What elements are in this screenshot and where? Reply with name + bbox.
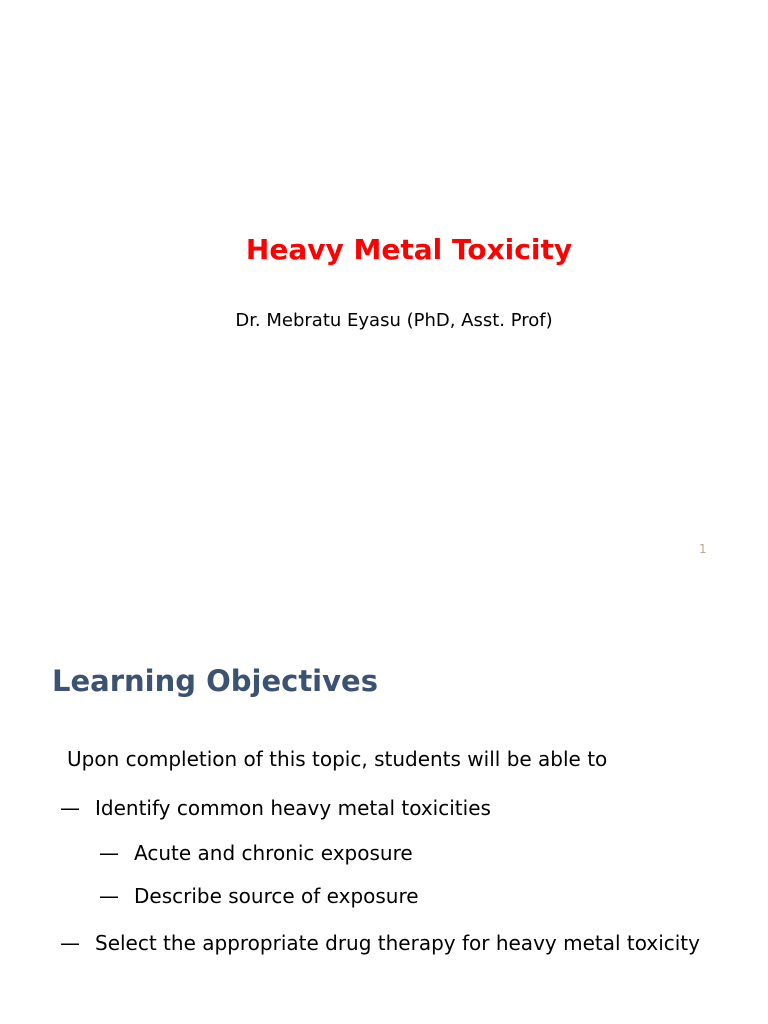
bullet-marker: — [99, 841, 119, 865]
bullet-text: Select the appropriate drug therapy for heavy metal toxicity [95, 931, 700, 955]
bullet-marker: — [60, 796, 80, 820]
sub-bullet-item [99, 841, 413, 865]
intro-text: Upon completion of this topic, students will be able to [67, 747, 608, 771]
page-number: 1 [699, 542, 707, 556]
bullet-marker: — [99, 884, 119, 908]
bullet-text: Describe source of exposure [134, 884, 419, 908]
bullet-item [60, 924, 700, 962]
slide-title: Heavy Metal Toxicity [245, 233, 573, 266]
slide-subtitle: Dr. Mebratu Eyasu (PhD, Asst. Prof) [235, 310, 553, 331]
bullet-text: Acute and chronic exposure [134, 841, 413, 865]
sub-bullet-item [99, 884, 419, 908]
slide-heading: Learning Objectives [52, 664, 378, 698]
bullet-marker: — [60, 931, 80, 955]
bullet-text: Identify common heavy metal toxicities [95, 796, 491, 820]
slide-learning-objectives [0, 600, 768, 1024]
bullet-item [60, 796, 491, 820]
